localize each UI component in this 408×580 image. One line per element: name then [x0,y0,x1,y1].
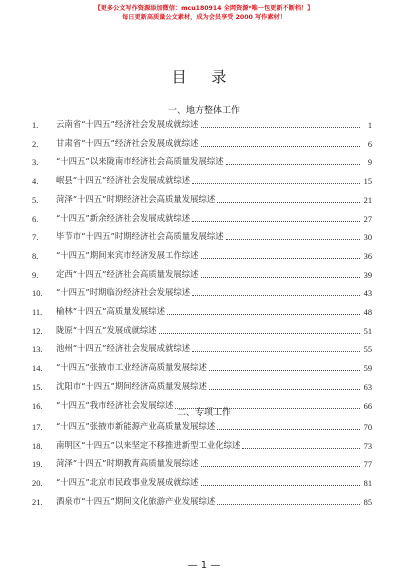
toc-dot-leader [209,389,360,390]
promo-banner [0,4,408,22]
toc-entry-title: “十四五”时期临汾经济社会发展综述 [56,287,191,298]
toc-entry-number: 11. [32,308,43,317]
toc-entry-title: 沈阳市“十四五”期间经济高质量发展综述 [56,380,207,391]
toc-entry-page: 59 [363,364,372,374]
toc-entry-page: 85 [363,497,372,507]
toc-entry-number: 17. [32,423,43,432]
toc-dot-leader [242,448,360,449]
toc-dot-leader [201,485,360,486]
toc-dot-leader [201,146,360,147]
toc-entry-page: 81 [363,479,372,489]
toc-dot-leader [217,429,360,430]
toc-entry-page: 9 [367,158,372,168]
toc-entry-number: 8. [32,251,39,261]
toc-dot-leader [226,164,360,165]
toc-entry-title: “十四五”期间来宾市经济发展工作综述 [56,249,199,260]
toc-entry-number: 9. [32,270,39,280]
toc-dot-leader [201,277,360,278]
toc-dot-leader [201,258,360,259]
toc-entry-title: “十四五”张掖市新能源产业高质量发展综述 [56,421,216,431]
toc-entry-title: 云南省“十四五”经济社会发展成就综述 [56,119,199,129]
toc-dot-leader [226,239,360,240]
toc-entry-number: 6. [32,214,39,224]
toc-entry-title: 岷县“十四五”经济社会发展成就综述 [56,175,191,186]
toc-entry-page: 66 [363,401,372,411]
toc-entry[interactable] [32,491,372,507]
toc-entry[interactable] [32,472,372,488]
toc-entry-number: 5. [32,195,39,205]
toc-entry-title: 南明区“十四五”以来坚定不移推进新型工业化综述 [56,439,241,450]
toc-entry[interactable] [32,453,372,469]
toc-dot-leader [192,183,360,184]
promo-banner-line1: 【更多公文写作资源添加微信：mcu180914 全网资源*唯一包更新不断档！】 [94,5,314,12]
toc-entry-page: 48 [363,308,372,317]
toc-dot-leader [217,504,360,505]
toc-entry-title: 酒泉市“十四五”期间文化旅游产业发展综述 [56,495,216,506]
toc-entry-number: 10. [32,289,43,299]
toc-entry[interactable] [32,282,372,298]
toc-entry[interactable] [32,170,372,186]
toc-entry-page: 51 [363,326,372,336]
toc-entry-number: 20. [32,479,43,489]
toc-entry-number: 15. [32,382,43,392]
toc-entry-page: 21 [363,195,372,205]
toc-entry-title: 菏泽“十四五”时期经济社会高质量发展综述 [56,193,216,204]
toc-entry-number: 3. [32,158,39,168]
toc-entry-title: 定西“十四五”经济社会高质量发展综述 [56,268,199,279]
toc-entry-page: 1 [367,121,372,130]
toc-entry-page: 63 [363,382,372,392]
toc-dot-leader [201,466,360,467]
toc-entry[interactable] [32,320,372,336]
toc-dot-leader [217,202,360,203]
toc-entry-title: 甘肃省“十四五”经济社会发展成就综述 [56,137,199,148]
toc-entry[interactable] [32,226,372,242]
toc-entry-number: 14. [32,364,43,374]
toc-entry-title: “十四五”以来陇南市经济社会高质量发展综述 [56,156,224,167]
toc-entry-title: “十四五”北京市民政事业发展成就综述 [56,477,199,488]
toc-dot-leader [192,221,360,222]
toc-entry-title: 榆林“十四五”高质量发展综述 [56,306,166,316]
toc-entry[interactable] [32,189,372,205]
page-number-footer: — 1 — [187,560,221,571]
toc-entry-title: 池州“十四五”经济社会发展成就综述 [56,343,191,354]
toc-entry[interactable] [32,357,372,373]
toc-entry-page: 27 [363,214,372,224]
toc-entry-number: 4. [32,177,39,187]
toc-entry[interactable] [32,301,372,317]
toc-entry[interactable] [32,245,372,261]
toc-entry[interactable] [32,435,372,451]
toc-entry-page: 39 [363,270,372,280]
toc-entry-page: 6 [367,139,372,149]
toc-entry[interactable] [32,208,372,224]
toc-dot-leader [159,333,360,334]
toc-entry-title: 陇原“十四五”发展成就综述 [56,324,157,335]
toc-entry-number: 18. [32,441,43,451]
page-title: 目 录 [171,68,237,86]
toc-entry[interactable] [32,133,372,149]
toc-dot-leader [192,351,360,352]
toc-entry-title: “十四五”张掖市工业经济高质量发展综述 [56,362,207,373]
section-heading-local: 一、地方整体工作 [167,106,240,116]
toc-entry-title: “十四五”新余经济社会发展成就综述 [56,212,191,223]
toc-entry-number: 13. [32,345,43,355]
toc-entry-number: 12. [32,326,43,336]
toc-entry[interactable] [32,264,372,280]
section-heading-special: 二、专项工作 [176,408,231,418]
promo-banner-line2: 每日更新高质量公文素材，成为会员享受 2000 写作素材！ [122,14,286,21]
toc-entry[interactable] [32,416,372,432]
toc-dot-leader [167,314,360,315]
toc-entry-page: 77 [363,460,372,470]
toc-dot-leader [201,127,360,128]
toc-entry[interactable] [32,338,372,354]
toc-entry-page: 55 [363,345,372,355]
toc-entry-page: 73 [363,441,372,451]
toc-entry[interactable] [32,151,372,167]
toc-entry-number: 19. [32,460,43,470]
toc-entry-number: 1. [32,121,39,130]
toc-entry-page: 30 [363,233,372,243]
toc-entry-title: “十四五”我市经济社会发展综述 [56,399,174,410]
toc-dot-leader [209,370,360,371]
toc-entry-page: 70 [363,423,372,432]
toc-entry-title: 菏泽“十四五”时期教育高质量发展综述 [56,458,199,469]
toc-dot-leader [192,295,360,296]
toc-entry[interactable] [32,114,372,130]
toc-entry-page: 43 [363,289,372,299]
toc-entry-number: 2. [32,139,39,149]
toc-entry[interactable] [32,376,372,392]
toc-entry-page: 15 [363,177,372,187]
toc-entry-number: 7. [32,233,39,243]
toc-entry-number: 16. [32,401,43,411]
toc-entry-title: 毕节市“十四五”时期经济社会高质量发展综述 [56,231,224,242]
toc-entry-page: 36 [363,251,372,261]
toc-entry-number: 21. [32,497,43,507]
